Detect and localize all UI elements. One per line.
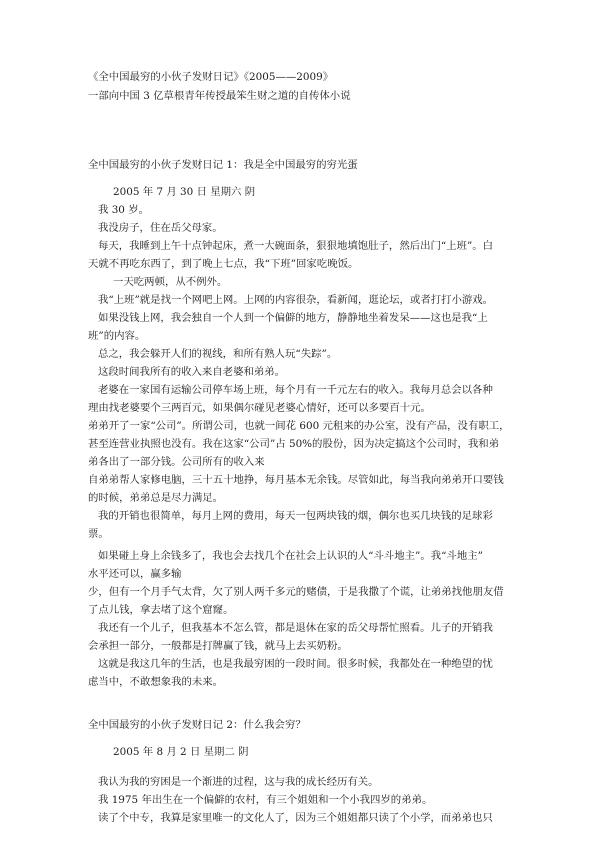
chapter-1-line: 这段时间我所有的收入来自老婆和弟弟。 (98, 366, 286, 378)
chapter-1-line: 了点儿钱，拿去堵了这个窟窿。 (88, 604, 234, 616)
chapter-1-line: 如果碰上身上余钱多了，我也会去找几个在社会上认识的人“斗斗地主”。我“斗地主” (98, 550, 483, 562)
chapter-1-line: 如果没钱上网，我会独自一个人到一个偏僻的地方，静静地坐着发呆——这也是我“上 (98, 312, 488, 324)
chapter-1-line: 总之，我会躲开人们的视线，和所有熟人玩“失踪”。 (98, 348, 338, 360)
chapter-1-line: 班”的内容。 (88, 330, 146, 342)
chapter-1-line: 每天，我睡到上午十点钟起床，煮一大碗面条，狠狠地填饱肚子，然后出门“上班”。白 (98, 240, 494, 252)
chapter-1-line: 的时候，弟弟总是尽力满足。 (88, 492, 224, 504)
chapter-1-line: 水平还可以，赢多输 (88, 568, 182, 580)
chapter-1-line: 我的开销也很简单，每月上网的费用，每天一包两块钱的烟，偶尔也买几块钱的足球彩 (98, 510, 493, 522)
chapter-2-line: 我 1975 年出生在一个偏僻的农村，有三个姐姐和一个小我四岁的弟弟。 (98, 794, 433, 806)
chapter-2-date: 2005 年 8 月 2 日 星期二 阴 (113, 746, 249, 758)
chapter-2-line: 读了个中专，我算是家里唯一的文化人了，因为三个姐姐都只读了个小学，而弟弟也只 (98, 812, 493, 824)
chapter-1-line: 会承担一部分，一般都是打牌赢了钱，就马上去买奶粉。 (88, 640, 348, 652)
chapter-2-line: 我认为我的穷困是一个渐进的过程，这与我的成长经历有关。 (98, 776, 379, 788)
chapter-1-heading: 全中国最穷的小伙子发财日记 1：我是全中国最穷的穷光蛋 (88, 159, 358, 171)
chapter-1-date: 2005 年 7 月 30 日 星期六 阴 (113, 186, 256, 198)
book-subtitle: 一部向中国 3 亿草根青年传授最笨生财之道的自传体小说 (88, 90, 351, 102)
chapter-1-line: 我“上班”就是找一个网吧上网。上网的内容很杂，看新闻，逛论坛，或者打打小游戏。 (98, 294, 494, 306)
chapter-1-line: 弟各出了一部分钱。公司所有的收入来 (88, 456, 265, 468)
chapter-1-line: 老婆在一家国有运输公司停车场上班，每个月有一千元左右的收入。我每月总会以各种 (98, 384, 493, 396)
chapter-2-heading: 全中国最穷的小伙子发财日记 2：什么我会穷？ (88, 719, 306, 731)
chapter-1-line: 天就不再吃东西了，到了晚上七点，我“下班”回家吃晚饭。 (88, 258, 359, 270)
chapter-1-line: 这就是我这几年的生活，也是我最穷困的一段时间。很多时候，我都处在一种绝望的忧 (98, 658, 493, 670)
chapter-1-line: 票。 (88, 528, 109, 540)
chapter-1-line: 理由找老婆要个三两百元，如果偶尔碰见老婆心情好，还可以多要百十元。 (88, 402, 431, 414)
chapter-1-line: 弟弟开了一家“公司”。所谓公司，也就一间花 600 元租来的办公室，没有产品，没有职工， (88, 420, 510, 432)
chapter-1-line: 我没房子，住在岳父母家。 (98, 222, 223, 234)
chapter-1-line: 自弟弟帮人家修电脑，三十五十地挣，每月基本无余钱。尽管如此，每当我向弟弟开口要钱 (88, 474, 504, 486)
chapter-1-line: 虑当中，不敢想象我的未来。 (88, 676, 224, 688)
chapter-1-line: 我 30 岁。 (98, 204, 149, 216)
chapter-1-line: 我还有一个儿子，但我基本不怎么管，都是退休在家的岳父母帮忙照看。儿子的开销我 (98, 622, 493, 634)
chapter-1-line: 一天吃两顿，从不例外。 (113, 276, 228, 288)
chapter-1-line: 少，但有一个月手气太背，欠了别人两千多元的赌债，于是我撒了个谎，让弟弟找他朋友借 (88, 586, 504, 598)
chapter-1-line: 甚至连营业执照也没有。我在这家“公司”占 50%的股份，因为决定搞这个公司时，我和弟 (88, 438, 500, 450)
book-title: 《全中国最穷的小伙子发财日记》《2005——2009》 (88, 71, 334, 83)
